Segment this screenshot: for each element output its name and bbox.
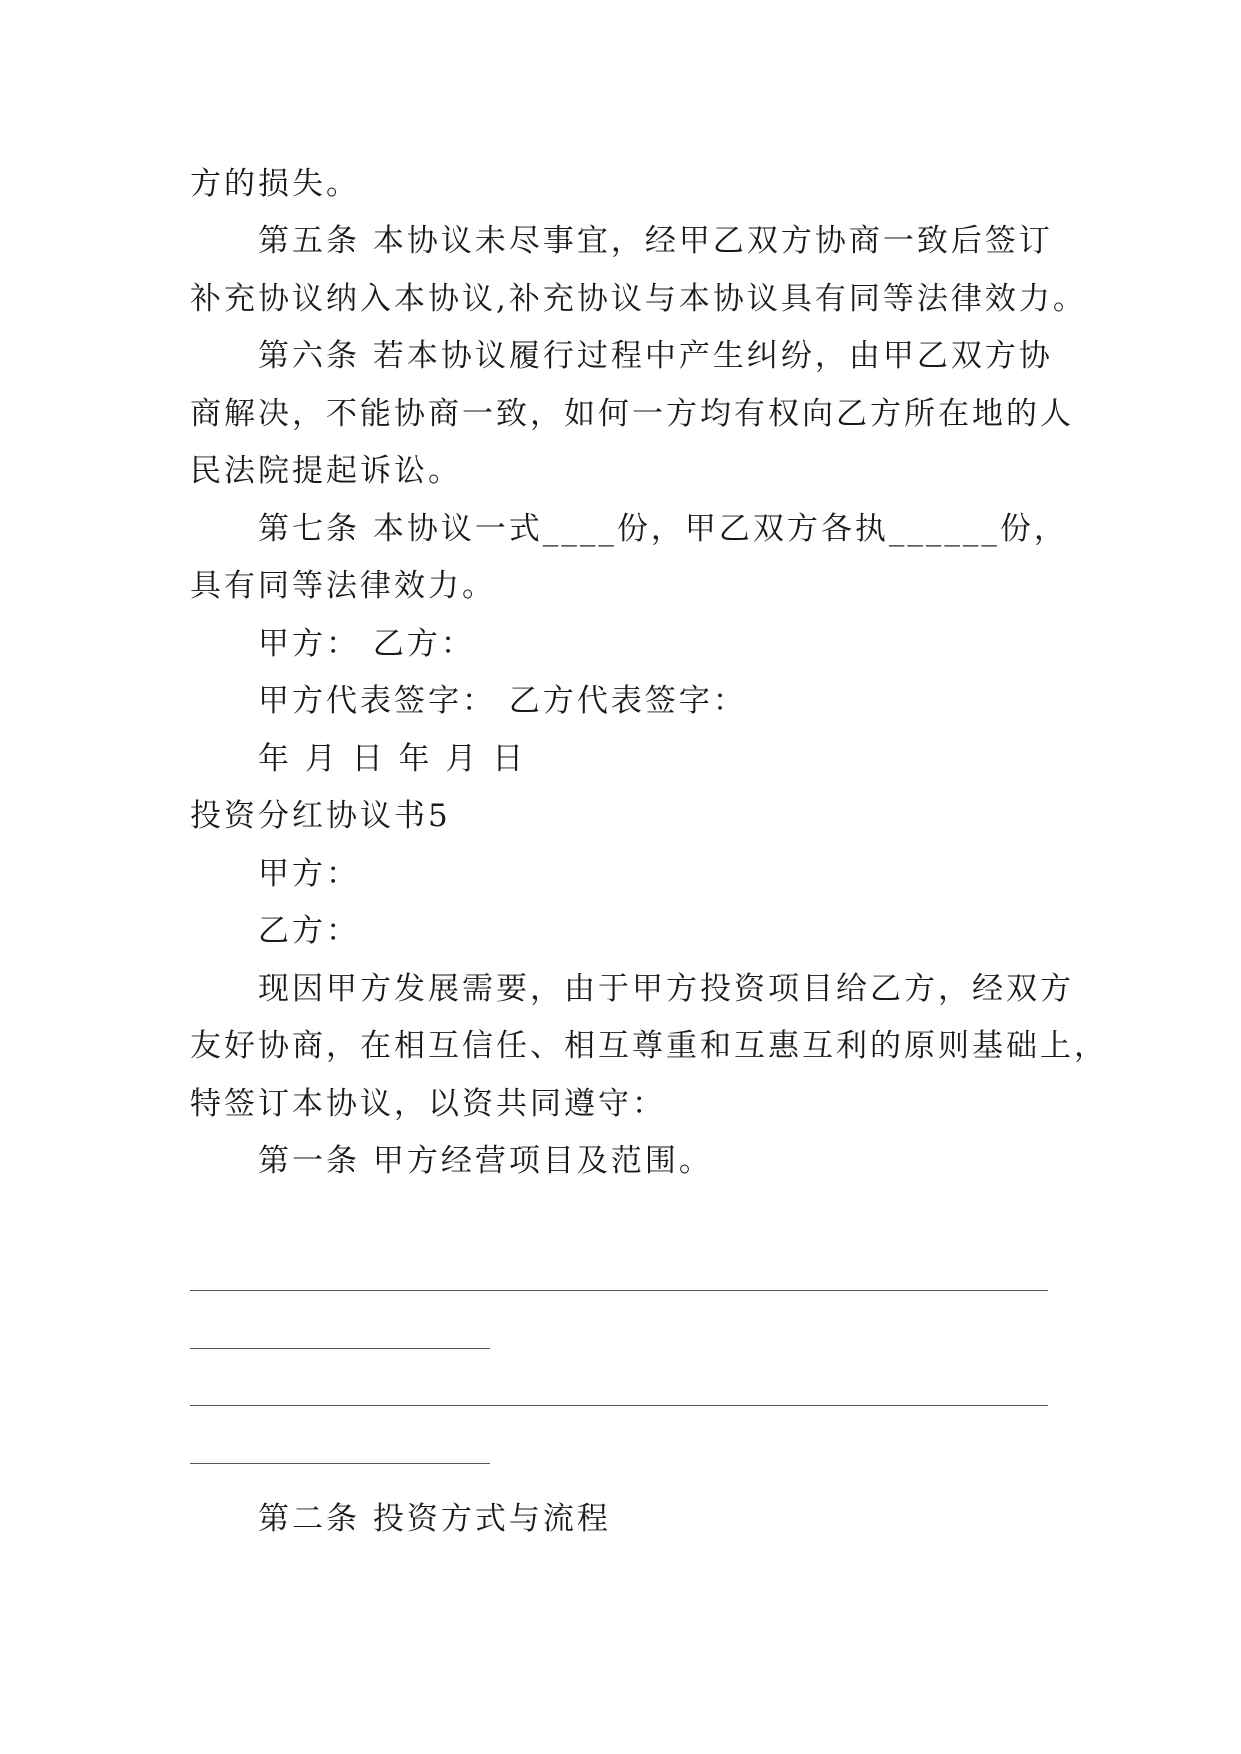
article-6-line-3: 民法院提起诉讼。 [190, 453, 462, 489]
preamble-line-1: 现因甲方发展需要，由于甲方投资项目给乙方，经双方 [258, 971, 1074, 1007]
fill-in-blank-line [190, 1348, 490, 1349]
preamble-line-2: 友好协商，在相互信任、相互尊重和互惠互利的原则基础上， [190, 1028, 1108, 1064]
parties-line: 甲方： 乙方： [258, 626, 475, 662]
article-2-heading: 第二条 投资方式与流程 [258, 1501, 611, 1537]
fill-in-blank-line [190, 1290, 1048, 1291]
article-1-heading: 第一条 甲方经营项目及范围。 [258, 1143, 713, 1179]
signature-line: 甲方代表签字： 乙方代表签字： [258, 683, 747, 719]
article-5-line-1: 第五条 本协议未尽事宜，经甲乙双方协商一致后签订 [258, 223, 1053, 259]
text-line-1: 方的损失。 [190, 166, 360, 202]
fill-in-blank-line [190, 1405, 1048, 1406]
article-5-line-2: 补充协议纳入本协议,补充协议与本协议具有同等法律效力。 [190, 281, 1087, 317]
article-7-line-1: 第七条 本协议一式____份，甲乙双方各执______份， [258, 511, 1068, 547]
article-6-line-2: 商解决，不能协商一致，如何一方均有权向乙方所在地的人 [190, 396, 1074, 432]
article-7-line-2: 具有同等法律效力。 [190, 568, 496, 604]
party-a-label: 甲方： [258, 856, 360, 892]
article-6-line-1: 第六条 若本协议履行过程中产生纠纷，由甲乙双方协 [258, 338, 1053, 374]
preamble-line-3: 特签订本协议，以资共同遵守： [190, 1086, 666, 1122]
agreement-title: 投资分红协议书5 [190, 798, 451, 834]
date-line: 年 月 日 年 月 日 [258, 741, 527, 777]
fill-in-blank-line [190, 1463, 490, 1464]
party-b-label: 乙方： [258, 913, 360, 949]
